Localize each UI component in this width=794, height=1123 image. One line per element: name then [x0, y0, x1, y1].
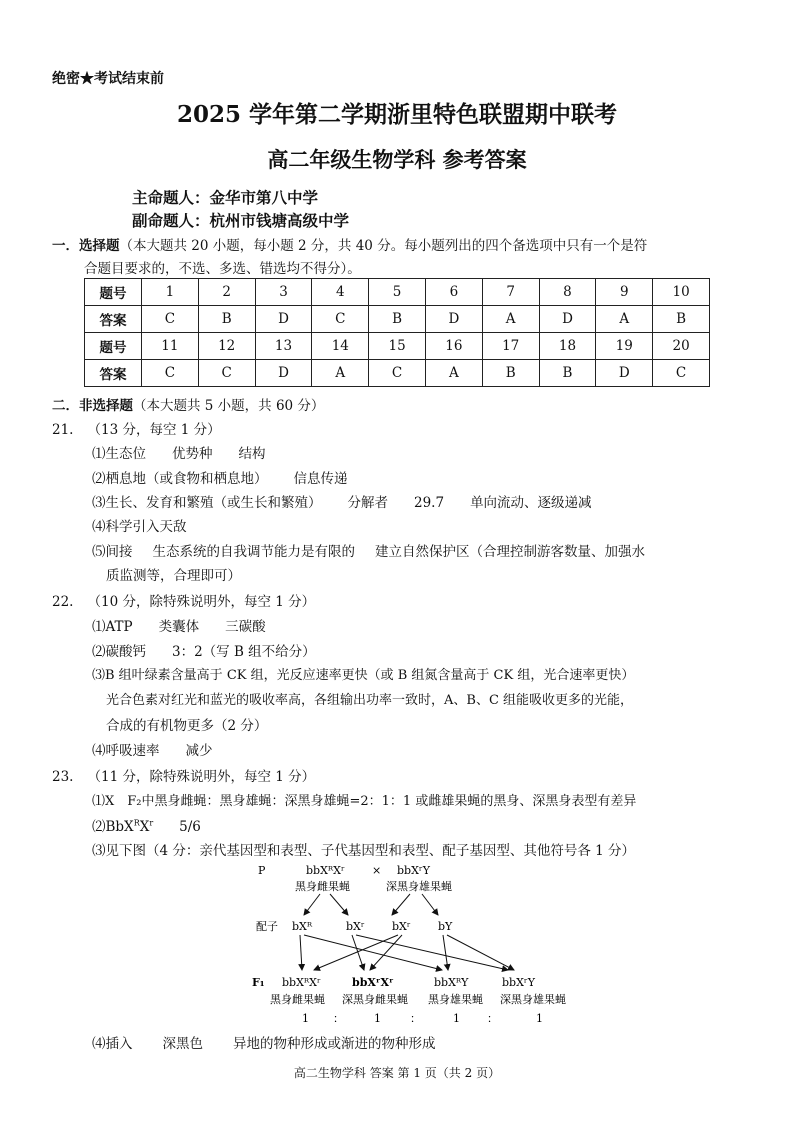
genetic-cross-diagram [240, 860, 600, 1030]
parent2-genotype: bbXʳY [397, 864, 430, 877]
q22-num: 22. [52, 594, 74, 610]
q23-line2 [92, 815, 201, 835]
table-cell: 11 [142, 333, 199, 360]
answer-text: 类囊体 [158, 619, 200, 635]
q22-line2 [92, 640, 316, 660]
q22-info: （10 分，除特殊说明外，每空 1 分） [87, 594, 316, 610]
offspring-ratio [302, 1012, 543, 1025]
answer-text: ⑵BbX [92, 819, 134, 835]
table-cell: D [596, 360, 653, 387]
table-cell: A [482, 306, 539, 333]
parent2-phenotype: 深黑身雄果蝇 [386, 880, 452, 893]
offspring-phenotype-3: 黑身雄果蝇 [428, 993, 483, 1006]
row-label: 题号 [85, 279, 142, 306]
table-cell: 16 [425, 333, 482, 360]
answer-table [84, 278, 710, 387]
author-main: 主命题人：金华市第八中学 [132, 188, 319, 207]
table-cell: D [255, 360, 312, 387]
table-cell: C [142, 360, 199, 387]
ratio-part: 1 [374, 1012, 381, 1025]
table-cell: A [312, 360, 369, 387]
answer-text: ⑵栖息地（或食物和栖息地） [92, 471, 268, 487]
parent1-genotype: bbXᴿXʳ [306, 864, 345, 877]
answer-text: ⑵碳酸钙 [92, 644, 146, 660]
answer-text: 异地的物种形成或渐进的物种形成 [233, 1036, 436, 1052]
table-cell: 13 [255, 333, 312, 360]
answer-text: ⑷呼吸速率 [92, 743, 160, 759]
q23-line3: ⑶见下图（4 分：亲代基因型和表型、子代基因型和表型、配子基因型、其他符号各 1 分） [92, 843, 636, 859]
table-cell: 2 [198, 279, 255, 306]
offspring-genotype-3: bbXᴿY [434, 976, 469, 989]
q22-line1 [92, 615, 266, 635]
table-cell: C [312, 306, 369, 333]
table-cell: 7 [482, 279, 539, 306]
answer-text: 信息传递 [293, 471, 348, 487]
table-cell: 12 [198, 333, 255, 360]
section2-desc: （本大题共 5 小题，共 60 分） [133, 398, 325, 414]
table-cell: C [653, 360, 710, 387]
answer-text: 优势种 [172, 446, 213, 462]
answer-text: ⑸间接 [92, 544, 133, 560]
table-cell: B [539, 360, 596, 387]
table-cell: 6 [425, 279, 482, 306]
gamete-1: bXᴿ [292, 920, 313, 933]
table-row-q2 [85, 333, 710, 360]
arrow [330, 894, 348, 915]
table-cell: D [425, 306, 482, 333]
gamete-2: bXʳ [346, 920, 365, 933]
q21-header [52, 418, 221, 438]
ratio-part: 1 [302, 1012, 309, 1025]
table-cell: B [198, 306, 255, 333]
q22-line4 [92, 739, 213, 759]
p-label: P [258, 864, 266, 877]
secret-label: 绝密★考试结束前 [52, 71, 164, 87]
offspring-phenotype-2: 深黑身雌果蝇 [342, 993, 408, 1006]
table-cell: B [482, 360, 539, 387]
section2-heading [52, 394, 324, 414]
ratio-sep: ： [410, 1012, 421, 1025]
table-cell: 17 [482, 333, 539, 360]
answer-text: 29.7 [414, 495, 445, 511]
table-cell: 3 [255, 279, 312, 306]
cross-sign: × [372, 864, 382, 877]
ratio-part: 1 [453, 1012, 460, 1025]
answer-text: 3：2（写 B 组不给分） [172, 644, 316, 660]
answer-text: 三碳酸 [225, 619, 266, 635]
parent-to-gamete-arrows [304, 894, 438, 915]
table-cell: 1 [142, 279, 199, 306]
table-cell: D [255, 306, 312, 333]
arrow [422, 894, 438, 915]
page-title: 2025 学年第二学期浙里特色联盟期中联考 [176, 101, 618, 128]
q22-line3b: 光合色素对红光和蓝光的吸收率高，各组输出功率一致时，A、B、C 组能吸收更多的光能， [106, 693, 634, 708]
q23-header [52, 765, 315, 785]
table-cell: C [142, 306, 199, 333]
q23-line1: ⑴X F₂中黑身雌蝇：黑身雄蝇：深黑身雄蝇=2：1：1 或雌雄果蝇的黑身、深黑身表型有差异 [92, 794, 637, 809]
q21-info: （13 分，每空 1 分） [87, 422, 221, 438]
table-cell: 4 [312, 279, 369, 306]
answer-text: 单向流动、逐级递减 [470, 495, 592, 511]
table-cell: B [653, 306, 710, 333]
answer-text: 生态系统的自我调节能力是有限的 [152, 544, 355, 560]
offspring-phenotype-4: 深黑身雄果蝇 [500, 993, 566, 1006]
arrow [304, 894, 320, 915]
page-footer: 高二生物学科 答案 第 1 页（共 2 页） [293, 1066, 501, 1080]
arrow [352, 935, 364, 970]
gamete-3: bXʳ [392, 920, 411, 933]
offspring-genotype-2: bbXʳXʳ [352, 976, 394, 989]
table-cell: 20 [653, 333, 710, 360]
answer-text: 建立自然保护区（合理控制游客数量、加强水 [375, 544, 645, 560]
table-cell: D [539, 306, 596, 333]
ratio-sep: ： [487, 1012, 498, 1025]
parent1-phenotype: 黑身雌果蝇 [295, 880, 350, 893]
answer-text: ⑷插入 [92, 1036, 133, 1052]
answer-text: X [139, 819, 150, 835]
table-cell: 15 [369, 333, 426, 360]
q21-line4: ⑷科学引入天敌 [92, 519, 187, 535]
q23-line4 [92, 1032, 436, 1052]
answer-text: 结构 [238, 446, 266, 462]
section2-title: 二．非选择题 [52, 398, 133, 414]
table-cell: A [596, 306, 653, 333]
answer-text: 分解者 [347, 495, 388, 511]
q23-info: （11 分，除特殊说明外，每空 1 分） [87, 769, 316, 785]
table-cell: 14 [312, 333, 369, 360]
table-cell: 10 [653, 279, 710, 306]
arrow [443, 935, 448, 970]
table-cell: 18 [539, 333, 596, 360]
row-label: 答案 [85, 306, 142, 333]
answer-text: ⑶生长、发育和繁殖（或生长和繁殖） [92, 495, 322, 511]
table-cell: 19 [596, 333, 653, 360]
offspring-genotype-1: bbXᴿXʳ [282, 976, 321, 989]
offspring-phenotype-1: 黑身雌果蝇 [270, 993, 325, 1006]
arrow [304, 935, 442, 970]
table-cell: C [198, 360, 255, 387]
answer-text: ⑴ATP [92, 619, 133, 635]
q21-line1 [92, 442, 266, 462]
q22-line3a: ⑶B 组叶绿素含量高于 CK 组，光反应速率更快（或 B 组氮含量高于 CK 组，光合速率更快） [92, 668, 635, 683]
row-label: 答案 [85, 360, 142, 387]
q21-line5 [92, 540, 645, 560]
answer-text: 深黑色 [162, 1036, 203, 1052]
q22-line3c: 合成的有机物更多（2 分） [106, 718, 268, 734]
gamete-label: 配子 [256, 920, 278, 933]
table-cell: 8 [539, 279, 596, 306]
arrow [356, 935, 508, 970]
f1-label: F₁ [252, 976, 265, 989]
table-row-q1 [85, 279, 710, 306]
superscript: R [133, 818, 140, 828]
q21-line5b: 质监测等，合理即可） [106, 568, 241, 584]
q21-line2 [92, 467, 348, 487]
section1-desc1: （本大题共 20 小题，每小题 2 分，共 40 分。每小题列出的四个备选项中只有一个是符 [119, 238, 648, 254]
arrow [392, 894, 410, 915]
arrow [447, 935, 514, 970]
q22-header [52, 590, 315, 610]
ratio-sep: ： [333, 1012, 344, 1025]
row-label: 题号 [85, 333, 142, 360]
gamete-4: bY [438, 920, 453, 933]
table-cell: C [369, 360, 426, 387]
answer-text: 5/6 [179, 819, 201, 835]
author-deputy: 副命题人：杭州市钱塘高级中学 [132, 211, 350, 230]
answer-text: ⑴生态位 [92, 446, 146, 462]
offspring-genotype-4: bbXʳY [502, 976, 535, 989]
q21-num: 21. [52, 422, 74, 438]
section1-title: 一．选择题 [52, 238, 120, 254]
table-cell: A [425, 360, 482, 387]
superscript: r [149, 818, 154, 828]
answer-text: 减少 [185, 743, 213, 759]
q21-line3 [92, 491, 592, 511]
page-subtitle: 高二年级生物学科 参考答案 [267, 147, 527, 172]
section1-heading [52, 234, 647, 254]
ratio-part: 1 [536, 1012, 543, 1025]
table-cell: B [369, 306, 426, 333]
table-cell: 5 [369, 279, 426, 306]
section1-desc2: 合题目要求的，不选、多选、错选均不得分）。 [84, 261, 361, 277]
arrow [300, 935, 302, 970]
table-cell: 9 [596, 279, 653, 306]
table-row-a2 [85, 360, 710, 387]
gamete-to-offspring-arrows [300, 935, 514, 970]
table-row-a1 [85, 306, 710, 333]
q23-num: 23. [52, 769, 74, 785]
